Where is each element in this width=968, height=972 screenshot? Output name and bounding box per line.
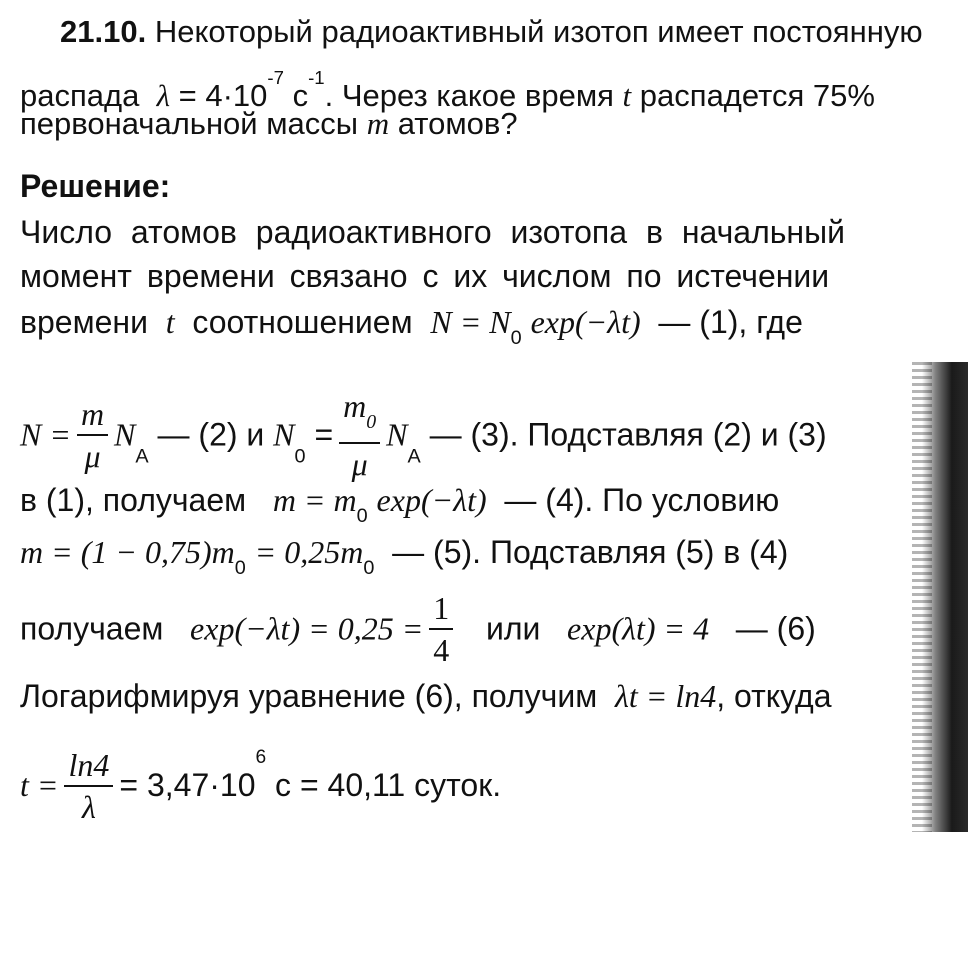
text-poluchaem: получаем <box>20 610 164 647</box>
solution-line-1: Число атомов радиоактивного изотопа в начальный <box>20 214 845 250</box>
problem-text-3b: атомов? <box>397 106 518 141</box>
fraction-ln4-lambda <box>64 745 113 827</box>
formula-t: t = <box>20 767 59 803</box>
problem-text-2b: . Через какое время <box>324 78 614 113</box>
solution-line-9 <box>20 728 501 829</box>
text-ili: или <box>485 610 541 647</box>
text-log: Логарифмируя уравнение (6), получим <box>20 678 598 714</box>
formula-N-eq: N = <box>20 416 71 453</box>
formula-ln: λt = ln4 <box>614 678 717 714</box>
solution-line-5 <box>20 480 779 536</box>
result-days: с = 40,11 суток. <box>275 767 502 803</box>
frac-num-ln4: ln4 <box>64 745 113 787</box>
eq-label-2: — (2) и <box>157 416 265 453</box>
sub-0-cond-2: 0 <box>363 557 375 580</box>
scan-edge-shadow <box>922 362 968 832</box>
solution-line-8 <box>20 676 832 716</box>
sub-0-m: 0 <box>356 505 368 528</box>
problem-number: 21.10. <box>60 14 147 49</box>
eq-label-3: — (3). Подставляя (2) и (3) <box>429 416 827 453</box>
formula-N0: N <box>273 416 295 453</box>
text-otkuda: , откуда <box>716 678 832 714</box>
solution-line-7 <box>20 590 816 672</box>
problem-text-1: Некоторый радиоактивный изотоп имеет постоянную <box>154 14 923 49</box>
formula-exp-1: exp(−λt) <box>530 304 641 340</box>
formula-exp-3: exp(−λt) = 0,25 = <box>190 610 424 647</box>
frac-num-m: m <box>343 388 367 424</box>
lambda-symbol: λ <box>156 78 171 113</box>
frac-num-1: 1 <box>429 588 453 630</box>
lambda-exponent: -7 <box>267 67 284 88</box>
result-exponent: 6 <box>255 747 267 768</box>
solution-heading: Решение: <box>20 168 171 204</box>
eq-label-6: — (6) <box>735 610 816 647</box>
unit: с <box>292 78 309 113</box>
solution-line-2: момент времени связано с их числом по истечении <box>20 258 830 294</box>
eq-label-1: — (1), где <box>658 304 803 340</box>
solution-line-4 <box>20 388 827 486</box>
avogadro-N-2: N <box>386 416 408 453</box>
frac-den-lambda: λ <box>82 788 96 825</box>
frac-den-2: μ <box>351 446 368 483</box>
problem-text-2c: распадется 75% <box>639 78 875 113</box>
solution-line-3 <box>20 302 803 358</box>
frac-den: μ <box>84 438 101 475</box>
problem-text-2a: распада <box>20 78 140 113</box>
eq-label-5: — (5). Подставляя (5) в (4) <box>392 534 789 570</box>
frac-num: m <box>77 394 108 436</box>
avogadro-N: N <box>114 416 136 453</box>
time-symbol-2: t <box>165 304 175 340</box>
fraction-m-mu <box>77 394 108 476</box>
mass-symbol: m <box>366 106 390 141</box>
equals: = <box>314 416 334 453</box>
sub-0: 0 <box>510 327 522 350</box>
eq-label-4: — (4). По условию <box>504 482 780 518</box>
unit-exponent: -1 <box>308 67 325 88</box>
formula-m: m = m <box>272 482 357 518</box>
solution-line-6 <box>20 532 788 588</box>
formula-exp-2: exp(−λt) <box>376 482 487 518</box>
time-symbol: t <box>622 78 632 113</box>
formula-m-condition: m = (1 − 0,75)m <box>20 534 235 570</box>
problem-text-3a: первоначальной массы <box>20 106 359 141</box>
problem-line-1 <box>60 12 923 52</box>
text-vremeni: времени <box>20 304 148 340</box>
frac-den-4: 4 <box>433 632 450 668</box>
formula-025: = 0,25m <box>254 534 364 570</box>
avogadro-sub: A <box>135 445 149 468</box>
text-relation: соотношением <box>192 304 413 340</box>
result-value: = 3,47·10 <box>119 767 256 803</box>
fraction-1-4 <box>429 588 453 670</box>
text-v1: в (1), получаем <box>20 482 247 518</box>
sub-0-n0: 0 <box>294 445 306 468</box>
frac-num-2 <box>339 386 380 444</box>
fraction-m0-mu <box>339 386 380 484</box>
problem-line-3 <box>20 104 518 144</box>
formula-exp-4: exp(λt) = 4 <box>567 610 710 647</box>
lambda-value: = 4·10 <box>178 78 268 113</box>
formula-N: N = N <box>430 304 511 340</box>
frac-num-sub: 0 <box>366 411 377 434</box>
sub-0-cond: 0 <box>234 557 246 580</box>
avogadro-sub-2: A <box>407 445 421 468</box>
